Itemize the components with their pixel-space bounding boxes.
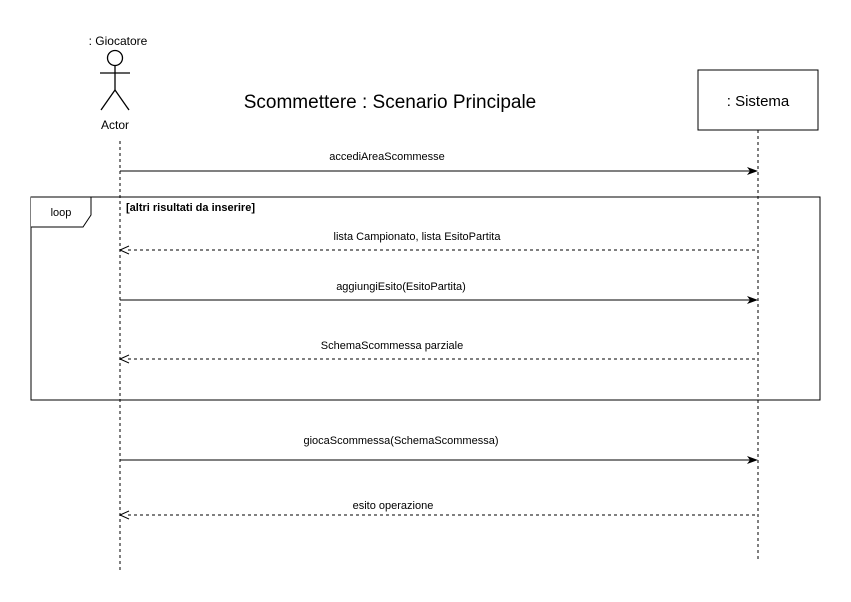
- message-1-label: accediAreaScommesse: [329, 151, 445, 163]
- message-6-label: esito operazione: [352, 500, 434, 512]
- message-3: [120, 281, 758, 304]
- diagram-title: Scommettere : Scenario Principale: [243, 92, 537, 113]
- message-5: [120, 435, 758, 464]
- message-6: [120, 500, 758, 519]
- message-5-label: giocaScommessa(SchemaScommessa): [303, 435, 499, 447]
- actor-name: : Giocatore: [88, 34, 148, 48]
- loop-guard: [altri risultati da inserire]: [126, 202, 255, 214]
- actor-icon: [100, 51, 130, 111]
- message-2-label: lista Campionato, lista EsitoPartita: [333, 231, 501, 243]
- loop-label: loop: [50, 207, 72, 219]
- message-4-label: SchemaScommessa parziale: [320, 340, 464, 352]
- message-3-label: aggiungiEsito(EsitoPartita): [336, 281, 466, 293]
- message-2: [120, 231, 758, 254]
- message-4: [120, 340, 758, 363]
- actor-caption: Actor: [100, 118, 130, 132]
- loop-fragment: [31, 197, 820, 400]
- message-1: [120, 151, 758, 175]
- system-name: : Sistema: [726, 93, 790, 110]
